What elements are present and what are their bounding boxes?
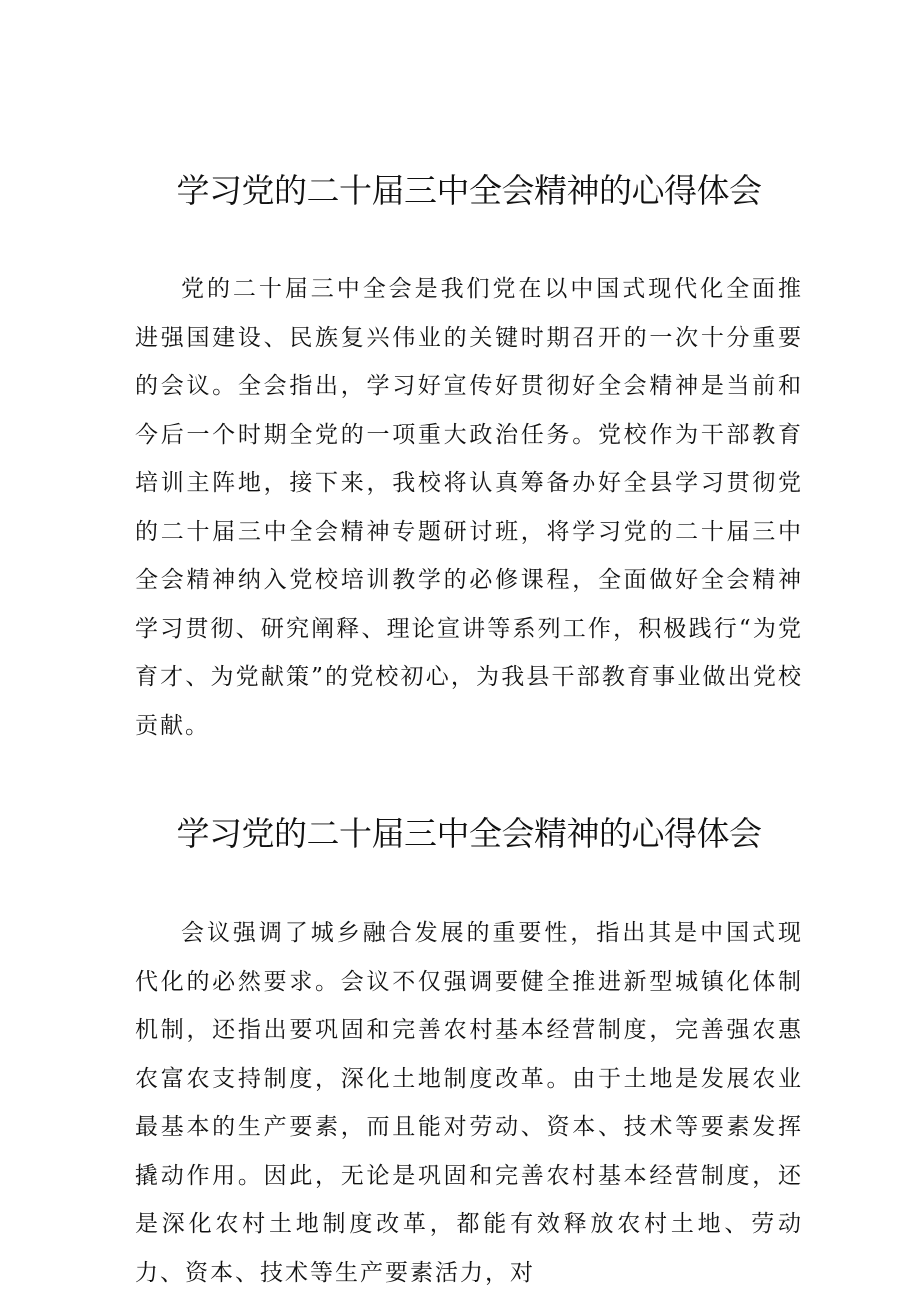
section-paragraph-1: 党的二十届三中全会是我们党在以中国式现代化全面推进强国建设、民族复兴伟业的关键时期召开的一次十分重要的会议。全会指出，学习好宣传好贯彻好全会精神是当前和今后一个时期全党的一项重大政治任务。党校作为干部教育培训主阵地，接下来，我校将认真筹备办好全县学习贯彻党的二十届三中全会精神专题研讨班，将学习党的二十届三中全会精神纳入党校培训教学的必修课程，全面做好全会精神学习贯彻、研究阐释、理论宣讲等系列工作，积极践行“为党育才、为党献策”的党校初心，为我县干部教育事业做出党校贡献。	[135, 276, 803, 739]
section-title-1: 学习党的二十届三中全会精神的心得体会	[176, 171, 762, 210]
section-paragraph-2: 会议强调了城乡融合发展的重要性，指出其是中国式现代化的必然要求。会议不仅强调要健全推进新型城镇化体制机制，还指出要巩固和完善农村基本经营制度，完善强农惠农富农支持制度，深化土地制度改革。由于土地是发展农业最基本的生产要素，而且能对劳动、资本、技术等要素发挥撬动作用。因此，无论是巩固和完善农村基本经营制度，还是深化农村土地制度改革，都能有效释放农村土地、劳动力、资本、技术等生产要素活力，对	[135, 920, 803, 1286]
section-title-2: 学习党的二十届三中全会精神的心得体会	[176, 814, 762, 853]
